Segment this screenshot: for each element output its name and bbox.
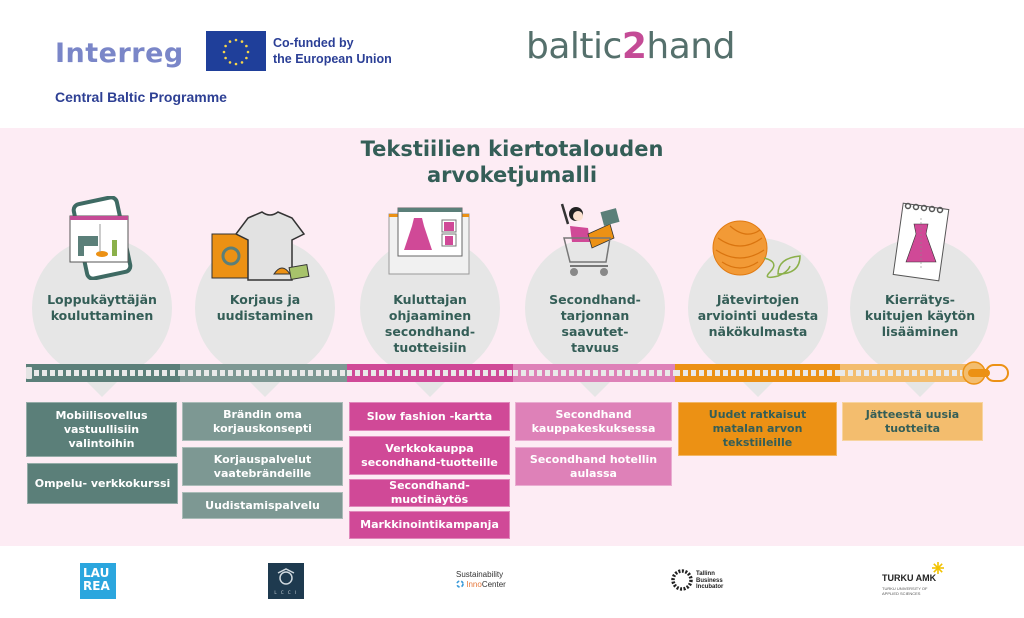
sustainability-innocenter-logo <box>456 570 506 590</box>
solution-card: Verkkokauppa secondhand-tuotteille <box>349 436 510 475</box>
tshirt-repair-box-icon <box>210 208 315 288</box>
eu-flag-icon <box>206 31 266 71</box>
stage-label-line: lisääminen <box>881 324 959 339</box>
tbi-line2: Business <box>696 577 723 584</box>
solution-card: Secondhand-muotinäytös <box>349 479 510 507</box>
turku-name: TURKU AMK <box>882 573 937 583</box>
zipper-pull-icon <box>962 360 1012 386</box>
stage-label-line: saavutet- <box>561 324 629 339</box>
sic-inno: Inno <box>466 580 482 589</box>
dress-pattern-notepad-icon <box>892 200 952 282</box>
baltic2hand-logo <box>526 26 735 67</box>
zipper-segment-orange-light <box>840 364 976 382</box>
eu-text-line1: Co-funded by <box>273 36 354 50</box>
solution-card: Uudet ratkaisut matalan arvon tekstiileille <box>678 402 837 456</box>
stage-label-line: Kierrätys- <box>885 292 955 307</box>
programme-name: Central Baltic Programme <box>55 89 227 105</box>
yarn-ball-leaf-icon <box>710 218 810 284</box>
turku-sub-line1: TURKU UNIVERSITY OF <box>882 586 928 591</box>
stage-label-line: tarjonnan <box>560 308 630 323</box>
tallinn-business-incubator-logo <box>696 571 723 591</box>
page-title <box>0 136 1024 188</box>
solution-card: Brändin oma korjauskonsepti <box>182 402 343 441</box>
stage-label-line: tavuus <box>571 340 619 355</box>
stage-label-line: Kuluttajan <box>393 292 467 307</box>
solution-card: Slow fashion -kartta <box>349 402 510 431</box>
stage-label <box>683 292 833 340</box>
tallinn-incubator-ring-icon <box>670 568 694 592</box>
shopping-cart-person-icon <box>552 198 636 282</box>
zipper-stop-icon <box>26 367 32 379</box>
turku-amk-logo <box>882 568 936 596</box>
tbi-line3: Incubator <box>696 584 724 590</box>
eu-stars-icon <box>206 31 266 71</box>
stage-label-line: arviointi uudesta <box>697 308 819 323</box>
stage-label-line: Secondhand- <box>549 292 641 307</box>
stage-label-line: tuotteisiin <box>393 340 467 355</box>
sic-line1: Sustainability <box>456 570 504 579</box>
logo-part-hand: hand <box>646 26 735 67</box>
zipper-segment-orange <box>675 364 840 382</box>
solution-card: Secondhand kauppakeskuksessa <box>515 402 672 441</box>
solution-card: Korjauspalvelut vaatebrändeille <box>182 447 343 486</box>
laurea-line2: REA <box>83 579 110 593</box>
interreg-logo: Interreg <box>55 38 184 69</box>
laurea-logo <box>80 563 116 599</box>
stage-label <box>27 292 177 324</box>
zipper-segment-pink <box>513 364 675 382</box>
stage-label-line: uudistaminen <box>216 308 314 323</box>
online-shop-dress-icon <box>388 206 472 276</box>
title-line1: Tekstiilien kiertotalouden <box>360 137 664 161</box>
turku-sub-line2: APPLIED SCIENCES <box>882 591 921 596</box>
stage-label-line: kuitujen käytön <box>864 308 976 323</box>
solution-card: Markkinointikampanja <box>349 511 510 539</box>
stage-label <box>355 292 505 356</box>
stage-label-line: näkökulmasta <box>708 324 808 339</box>
tbi-line1: Tallinn <box>696 571 715 577</box>
stage-label <box>190 292 340 324</box>
sic-line2 <box>456 580 506 590</box>
solution-card: Uudistamispalvelu <box>182 492 343 519</box>
logo-part-2: 2 <box>621 26 647 67</box>
stage-label-line: kouluttaminen <box>50 308 154 323</box>
logo-part-baltic: baltic <box>526 26 622 67</box>
solution-card: Jätteestä uusia tuotteita <box>842 402 983 441</box>
laurea-line1: LAU <box>83 566 110 580</box>
innocenter-ring-icon <box>456 580 464 588</box>
stage-label-line: Jätevirtojen <box>716 292 800 307</box>
sic-center: Center <box>481 580 506 589</box>
solution-card: Secondhand hotellin aulassa <box>515 447 672 486</box>
stage-label-line: ohjaaminen <box>388 308 472 323</box>
lcci-logo <box>268 563 304 599</box>
zipper-segment-magenta <box>347 364 513 382</box>
eu-text-line2: the European Union <box>273 52 392 66</box>
stage-label-line: Korjaus ja <box>229 292 301 307</box>
stage-label-line: secondhand- <box>384 324 476 339</box>
zipper-segment-teal-light <box>180 364 347 382</box>
stage-label-line: Loppukäyttäjän <box>47 292 157 307</box>
header <box>0 0 1024 128</box>
eu-cofunded-text <box>273 35 392 67</box>
phone-sewing-machine-icon <box>66 196 142 280</box>
lcci-text: L C C I <box>274 590 298 595</box>
solution-card: Mobiilisovellus vastuullisiin valintoihin <box>26 402 177 457</box>
stage-label <box>520 292 670 356</box>
turku-star-icon <box>932 562 944 574</box>
title-line2: arvoketjumalli <box>426 163 598 187</box>
stage-label <box>845 292 995 340</box>
zipper-timeline <box>26 364 976 382</box>
solution-card: Ompelu- verkkokurssi <box>27 463 178 504</box>
zipper-segment-teal <box>26 364 180 382</box>
